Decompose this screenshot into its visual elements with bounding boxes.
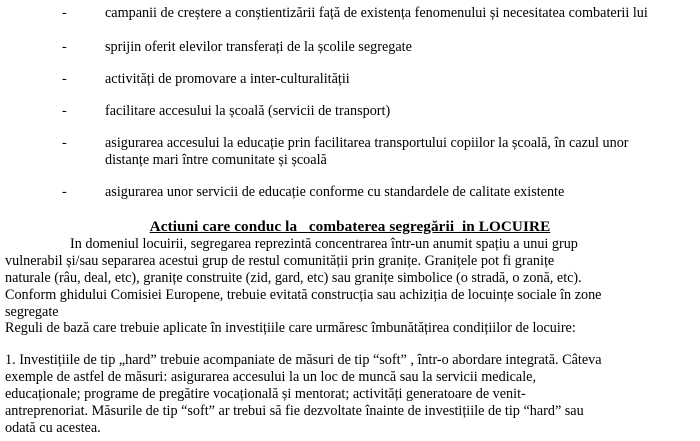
- list-dash: -: [62, 184, 67, 200]
- body-line: In domeniul locuirii, segregarea reprezintă concentrarea într-un anumit spațiu a unui grup: [70, 236, 578, 252]
- list-dash: -: [62, 71, 67, 87]
- list-item-text: activități de promovare a inter-culturalității: [105, 71, 350, 87]
- body-line: segregate: [5, 304, 59, 320]
- list-item-text-continued: distanțe mari între comunitate și școală: [105, 152, 327, 168]
- paragraph-line: antreprenoriat. Măsurile de tip “soft” ar trebui să fie dezvoltate înainte de investițiile de tip “hard” sau: [5, 403, 584, 419]
- paragraph-line: educaționale; programe de pregătire vocațională și mentorat; activități generatoare de venit-: [5, 386, 526, 402]
- list-dash: -: [62, 103, 67, 119]
- section-heading: Actiuni care conduc la combaterea segregării in LOCUIRE: [149, 218, 551, 235]
- list-item-text: facilitare accesului la școală (servicii de transport): [105, 103, 391, 119]
- body-line: Reguli de bază care trebuie aplicate în investițiile care urmăresc îmbunătățirea condițiilor de locuire:: [5, 320, 576, 336]
- paragraph-line: 1. Investițiile de tip „hard” trebuie acompaniate de măsuri de tip “soft” , într-o abordare integrată. Câteva: [5, 352, 602, 368]
- list-item-text: asigurarea accesului la educație prin facilitarea transportului copiilor la școală, în cazul unor: [105, 135, 629, 151]
- paragraph-line: odată cu acestea.: [5, 420, 101, 436]
- body-line: naturale (râu, deal, etc), granițe construite (zid, gard, etc) sau granițe simbolice (o stradă, o zonă, etc).: [5, 270, 582, 286]
- list-item-text: sprijin oferit elevilor transferați de la școlile segregate: [105, 39, 412, 55]
- list-item-text: asigurarea unor servicii de educație conforme cu standardele de calitate existente: [105, 184, 565, 200]
- body-line: Conform ghidului Comisiei Europene, trebuie evitată construcția sau achiziția de locuințe sociale în zone: [5, 287, 602, 303]
- paragraph-line: exemple de astfel de măsuri: asigurarea accesului la un loc de muncă sau la servicii medicale,: [5, 369, 537, 385]
- list-dash: -: [62, 135, 67, 151]
- list-dash: -: [62, 5, 67, 21]
- list-dash: -: [62, 39, 67, 55]
- body-line: vulnerabil și/sau separarea acestui grup de restul comunității prin granițe. Granițele pot fi granițe: [5, 253, 555, 269]
- list-item-text: campanii de creștere a conștientizării față de existența fenomenului și necesitatea combaterii lui: [105, 5, 648, 21]
